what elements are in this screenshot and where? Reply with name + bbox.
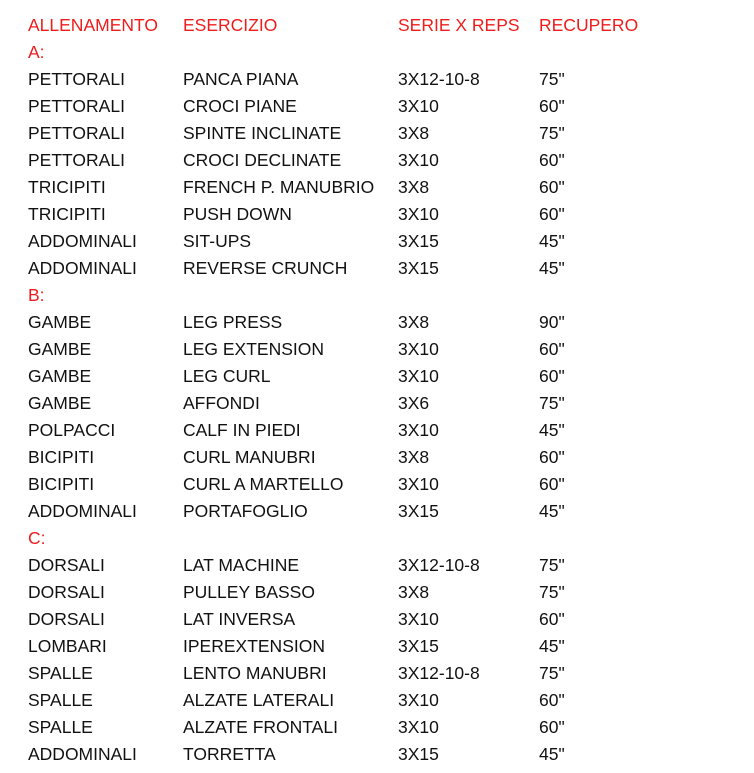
rest-cell: 75" — [539, 555, 565, 575]
sets-reps-cell: 3X8 — [398, 123, 430, 143]
workout-label: A: — [28, 42, 45, 62]
rest-cell: 75" — [539, 69, 565, 89]
muscle-group-cell: BICIPITI — [28, 474, 95, 494]
workout-label: B: — [28, 285, 45, 305]
muscle-group-cell: DORSALI — [28, 609, 105, 629]
workout-table — [28, 12, 728, 768]
table-row — [28, 120, 728, 147]
header-row — [28, 12, 728, 39]
muscle-group-cell: DORSALI — [28, 582, 105, 602]
workout-label-row — [28, 39, 728, 66]
rest-cell: 60" — [539, 177, 565, 197]
sets-reps-cell: 3X15 — [398, 636, 439, 656]
exercise-cell: ALZATE FRONTALI — [183, 717, 338, 737]
sets-reps-cell: 3X8 — [398, 582, 430, 602]
table-row — [28, 255, 728, 282]
table-row — [28, 714, 728, 741]
table-row — [28, 660, 728, 687]
exercise-cell: LAT MACHINE — [183, 555, 300, 575]
rest-cell: 60" — [539, 717, 565, 737]
table-row — [28, 147, 728, 174]
workout-label-row — [28, 282, 728, 309]
exercise-cell: LEG CURL — [183, 366, 271, 386]
muscle-group-cell: ADDOMINALI — [28, 744, 137, 764]
table-row — [28, 498, 728, 525]
rest-cell: 45" — [539, 258, 565, 278]
sets-reps-cell: 3X8 — [398, 177, 430, 197]
table-row — [28, 552, 728, 579]
rest-cell: 75" — [539, 582, 565, 602]
exercise-cell: CURL MANUBRI — [183, 447, 316, 467]
table-row — [28, 741, 728, 768]
muscle-group-cell: TRICIPITI — [28, 204, 106, 224]
muscle-group-cell: SPALLE — [28, 717, 93, 737]
sets-reps-cell: 3X10 — [398, 96, 439, 116]
rest-cell: 45" — [539, 636, 565, 656]
exercise-cell: CROCI DECLINATE — [183, 150, 342, 170]
table-row — [28, 309, 728, 336]
workout-label-row — [28, 525, 728, 552]
table-row — [28, 606, 728, 633]
muscle-group-cell: ADDOMINALI — [28, 258, 137, 278]
sets-reps-cell: 3X12-10-8 — [398, 555, 480, 575]
muscle-group-cell: ADDOMINALI — [28, 501, 137, 521]
exercise-cell: LENTO MANUBRI — [183, 663, 327, 683]
exercise-cell: CALF IN PIEDI — [183, 420, 301, 440]
muscle-group-cell: BICIPITI — [28, 447, 95, 467]
rest-cell: 60" — [539, 204, 565, 224]
exercise-cell: TORRETTA — [183, 744, 276, 764]
sets-reps-cell: 3X10 — [398, 717, 439, 737]
table-row — [28, 363, 728, 390]
rest-cell: 75" — [539, 123, 565, 143]
header-allenamento: ALLENAMENTO — [28, 15, 158, 35]
rest-cell: 60" — [539, 96, 565, 116]
sets-reps-cell: 3X10 — [398, 609, 439, 629]
muscle-group-cell: SPALLE — [28, 663, 93, 683]
rest-cell: 75" — [539, 663, 565, 683]
table-row — [28, 417, 728, 444]
header-recupero: RECUPERO — [539, 15, 639, 35]
muscle-group-cell: PETTORALI — [28, 150, 125, 170]
exercise-cell: LEG PRESS — [183, 312, 283, 332]
sets-reps-cell: 3X8 — [398, 447, 430, 467]
exercise-cell: PANCA PIANA — [183, 69, 299, 89]
muscle-group-cell: GAMBE — [28, 339, 92, 359]
exercise-cell: CURL A MARTELLO — [183, 474, 344, 494]
exercise-cell: CROCI PIANE — [183, 96, 297, 116]
rest-cell: 60" — [539, 447, 565, 467]
exercise-cell: ALZATE LATERALI — [183, 690, 335, 710]
muscle-group-cell: ADDOMINALI — [28, 231, 137, 251]
rest-cell: 60" — [539, 474, 565, 494]
muscle-group-cell: GAMBE — [28, 393, 92, 413]
muscle-group-cell: TRICIPITI — [28, 177, 106, 197]
table-row — [28, 579, 728, 606]
sets-reps-cell: 3X10 — [398, 690, 439, 710]
exercise-cell: AFFONDI — [183, 393, 260, 413]
rest-cell: 60" — [539, 690, 565, 710]
muscle-group-cell: LOMBARI — [28, 636, 107, 656]
exercise-cell: PUSH DOWN — [183, 204, 292, 224]
sets-reps-cell: 3X10 — [398, 204, 439, 224]
muscle-group-cell: SPALLE — [28, 690, 93, 710]
exercise-cell: SIT-UPS — [183, 231, 252, 251]
table-row — [28, 174, 728, 201]
sets-reps-cell: 3X10 — [398, 339, 439, 359]
table-row — [28, 444, 728, 471]
table-row — [28, 633, 728, 660]
sets-reps-cell: 3X10 — [398, 420, 439, 440]
rest-cell: 90" — [539, 312, 565, 332]
header-esercizio: ESERCIZIO — [183, 15, 278, 35]
table-row — [28, 336, 728, 363]
muscle-group-cell: GAMBE — [28, 366, 92, 386]
sets-reps-cell: 3X10 — [398, 366, 439, 386]
rest-cell: 60" — [539, 609, 565, 629]
muscle-group-cell: PETTORALI — [28, 96, 125, 116]
table-row — [28, 687, 728, 714]
rest-cell: 75" — [539, 393, 565, 413]
rest-cell: 60" — [539, 366, 565, 386]
sets-reps-cell: 3X6 — [398, 393, 430, 413]
rest-cell: 60" — [539, 339, 565, 359]
exercise-cell: PORTAFOGLIO — [183, 501, 308, 521]
table-row — [28, 390, 728, 417]
muscle-group-cell: PETTORALI — [28, 123, 125, 143]
rest-cell: 45" — [539, 744, 565, 764]
exercise-cell: LEG EXTENSION — [183, 339, 325, 359]
header-serie-reps: SERIE X REPS — [398, 15, 520, 35]
sets-reps-cell: 3X15 — [398, 744, 439, 764]
table-body — [28, 39, 728, 768]
exercise-cell: FRENCH P. MANUBRIO — [183, 177, 375, 197]
exercise-cell: IPEREXTENSION — [183, 636, 325, 656]
table-row — [28, 66, 728, 93]
exercise-cell: REVERSE CRUNCH — [183, 258, 348, 278]
sets-reps-cell: 3X10 — [398, 150, 439, 170]
table-row — [28, 471, 728, 498]
sets-reps-cell: 3X8 — [398, 312, 430, 332]
muscle-group-cell: DORSALI — [28, 555, 105, 575]
sets-reps-cell: 3X10 — [398, 474, 439, 494]
sets-reps-cell: 3X15 — [398, 501, 439, 521]
sets-reps-cell: 3X15 — [398, 258, 439, 278]
rest-cell: 60" — [539, 150, 565, 170]
exercise-cell: SPINTE INCLINATE — [183, 123, 342, 143]
rest-cell: 45" — [539, 501, 565, 521]
sets-reps-cell: 3X15 — [398, 231, 439, 251]
exercise-cell: LAT INVERSA — [183, 609, 296, 629]
muscle-group-cell: GAMBE — [28, 312, 92, 332]
table-row — [28, 201, 728, 228]
sets-reps-cell: 3X12-10-8 — [398, 69, 480, 89]
sets-reps-cell: 3X12-10-8 — [398, 663, 480, 683]
rest-cell: 45" — [539, 420, 565, 440]
exercise-cell: PULLEY BASSO — [183, 582, 315, 602]
muscle-group-cell: PETTORALI — [28, 69, 125, 89]
workout-label: C: — [28, 528, 46, 548]
rest-cell: 45" — [539, 231, 565, 251]
table-row — [28, 93, 728, 120]
table-row — [28, 228, 728, 255]
muscle-group-cell: POLPACCI — [28, 420, 116, 440]
